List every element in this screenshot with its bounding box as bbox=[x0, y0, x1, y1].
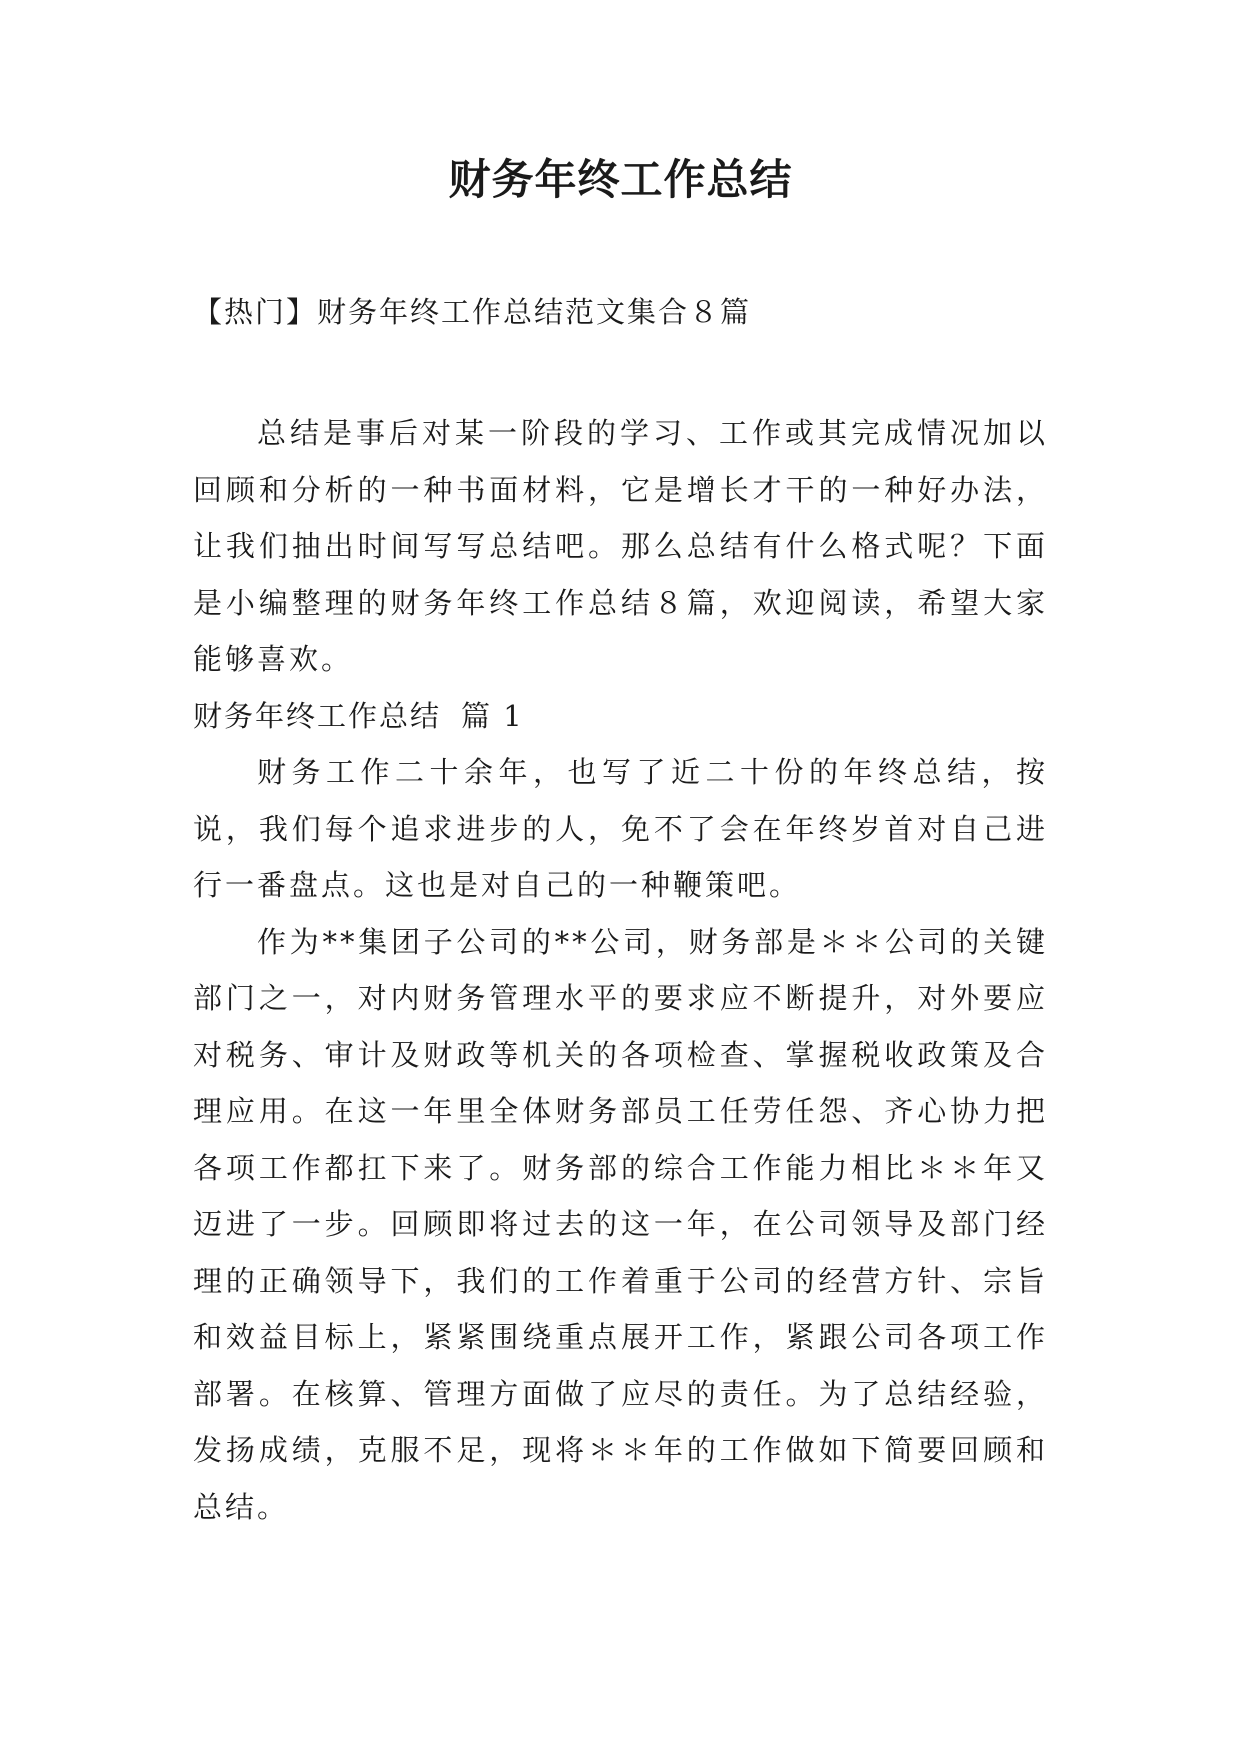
document-subtitle: 【热门】财务年终工作总结范文集合８篇 bbox=[193, 295, 752, 329]
body-paragraph: 财务工作二十余年，也写了近二十份的年终总结，按说，我们每个追求进步的人，免不了会在年终岁首对自己进行一番盘点。这也是对自己的一种鞭策吧。 bbox=[193, 755, 1048, 902]
body-paragraph: 作为**集团子公司的**公司，财务部是＊＊公司的关键部门之一，对内财务管理水平的要求应不断提升，对外要应对税务、审计及财政等机关的各项检查、掌握税收政策及合理应用。在这一年里全体财务部员工任劳任怨、齐心协力把各项工作都扛下来了。财务部的综合工作能力相比＊＊年又迈进了一步。回顾即将过去的这一年，在公司领导及部门经理的正确领导下，我们的工作着重于公司的经营方针、宗旨和效益目标上，紧紧围绕重点展开工作，紧跟公司各项工作部署。在核算、管理方面做了应尽的责任。为了总结经验，发扬成绩，克服不足，现将＊＊年的工作做如下简要回顾和总结。 bbox=[193, 924, 1048, 1524]
document-body bbox=[193, 405, 1048, 1535]
section-heading-number: 篇 1 bbox=[461, 698, 524, 733]
section-heading bbox=[193, 688, 1048, 745]
intro-paragraph: 总结是事后对某一阶段的学习、工作或其完成情况加以回顾和分析的一种书面材料，它是增长才干的一种好办法，让我们抽出时间写写总结吧。那么总结有什么格式呢？下面是小编整理的财务年终工作总结８篇，欢迎阅读，希望大家能够喜欢。 bbox=[193, 416, 1048, 676]
document-title: 财务年终工作总结 bbox=[448, 155, 793, 204]
section-heading-title: 财务年终工作总结 bbox=[193, 698, 442, 733]
